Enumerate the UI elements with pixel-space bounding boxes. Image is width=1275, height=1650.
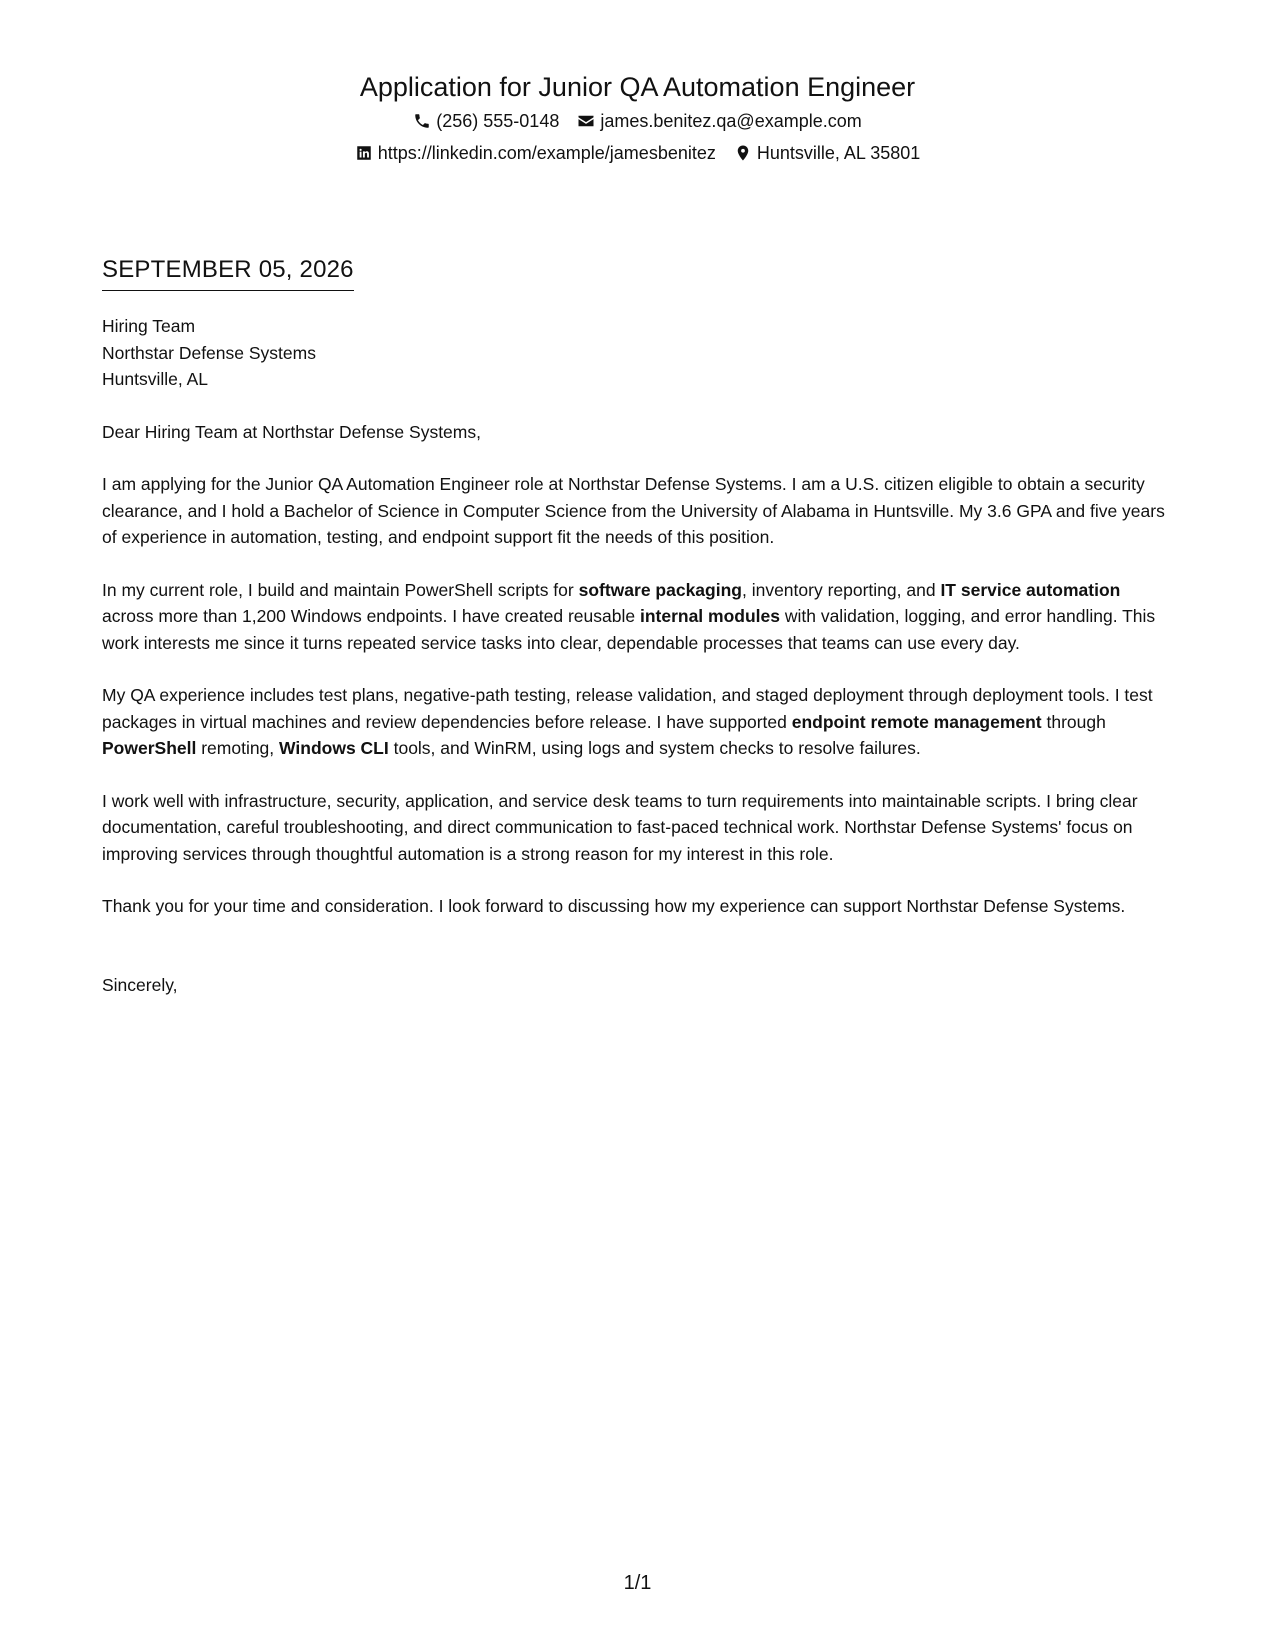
recipient-line: Huntsville, AL xyxy=(102,369,209,389)
page-title: Application for Junior QA Automation Engineer xyxy=(359,72,916,102)
paragraph-text: , inventory reporting, and xyxy=(741,579,941,600)
map-marker-icon xyxy=(734,144,752,162)
page-number: 1/1 xyxy=(623,1572,652,1594)
email-address[interactable]: james.benitez.qa@example.com xyxy=(600,111,862,131)
linkedin-url[interactable]: https://linkedin.com/example/jamesbenitez xyxy=(377,143,716,163)
paragraph-text: across more than 1,200 Windows endpoints. I have created reusable xyxy=(102,606,640,626)
highlight-text: IT service automation xyxy=(940,579,1121,600)
recipient-block xyxy=(102,313,1172,393)
highlight-text: PowerShell xyxy=(102,738,197,758)
closing: Sincerely, xyxy=(102,974,178,995)
paragraph-3 xyxy=(102,682,1172,762)
recipient-line: Hiring Team xyxy=(102,316,196,336)
contact-email[interactable] xyxy=(577,108,861,134)
envelope-icon xyxy=(577,112,595,130)
location-text: Huntsville, AL 35801 xyxy=(756,143,921,163)
contact-linkedin[interactable] xyxy=(355,140,716,166)
linkedin-icon xyxy=(355,144,373,162)
paragraph-4: I work well with infrastructure, security, application, and service desk teams to turn requirements into maintainable scripts. I bring clear documentation, careful troubleshooting, and direct communication to fast-paced technical work. Northstar Defense Systems' focus on improving services through thoughtful automation is a strong reason for my interest in this role. xyxy=(102,790,1138,864)
contact-line-2 xyxy=(0,140,1275,166)
letter-body xyxy=(102,255,1172,998)
contact-phone xyxy=(413,108,559,134)
highlight-text: software packaging xyxy=(578,579,742,600)
highlight-text: Windows CLI xyxy=(279,738,389,758)
contact-line-1 xyxy=(0,108,1275,134)
letter-date: SEPTEMBER 05, 2026 xyxy=(102,255,354,291)
paragraph-text: tools, and WinRM, using logs and system checks to resolve failures. xyxy=(388,738,921,758)
letter-header xyxy=(0,70,1275,166)
contact-location xyxy=(734,140,920,166)
paragraph-1: I am applying for the Junior QA Automation Engineer role at Northstar Defense Systems. I am a U.S. citizen eligible to obtain a security clearance, and I hold a Bachelor of Science in Computer Science from the University of Alabama in Huntsville. My 3.6 GPA and five years of experience in automation, testing, and endpoint support fit the needs of this position. xyxy=(102,474,1165,547)
recipient-line: Northstar Defense Systems xyxy=(102,342,316,363)
paragraph-text: In my current role, I build and maintain PowerShell scripts for xyxy=(102,579,579,600)
salutation: Dear Hiring Team at Northstar Defense Systems, xyxy=(102,421,481,442)
highlight-text: internal modules xyxy=(639,606,780,626)
paragraph-2 xyxy=(102,577,1172,657)
paragraph-text: remoting, xyxy=(196,738,280,758)
paragraph-5: Thank you for your time and consideration. I look forward to discussing how my experience can support Northstar Defense Systems. xyxy=(102,896,1126,916)
phone-icon xyxy=(413,112,431,130)
paragraph-text: through xyxy=(1041,711,1106,732)
phone-number: (256) 555-0148 xyxy=(436,111,560,131)
paragraph-text: with validation, logging, and error handling. This work interests me since it turns repeated service tasks into clear, dependable processes that teams can use every day. xyxy=(102,606,1156,653)
highlight-text: endpoint remote management xyxy=(791,711,1042,732)
paragraph-text: My QA experience includes test plans, negative-path testing, release validation, and staged deployment through deployment tools. I test packages in virtual machines and review dependencies before release. I have supported xyxy=(102,685,1153,732)
